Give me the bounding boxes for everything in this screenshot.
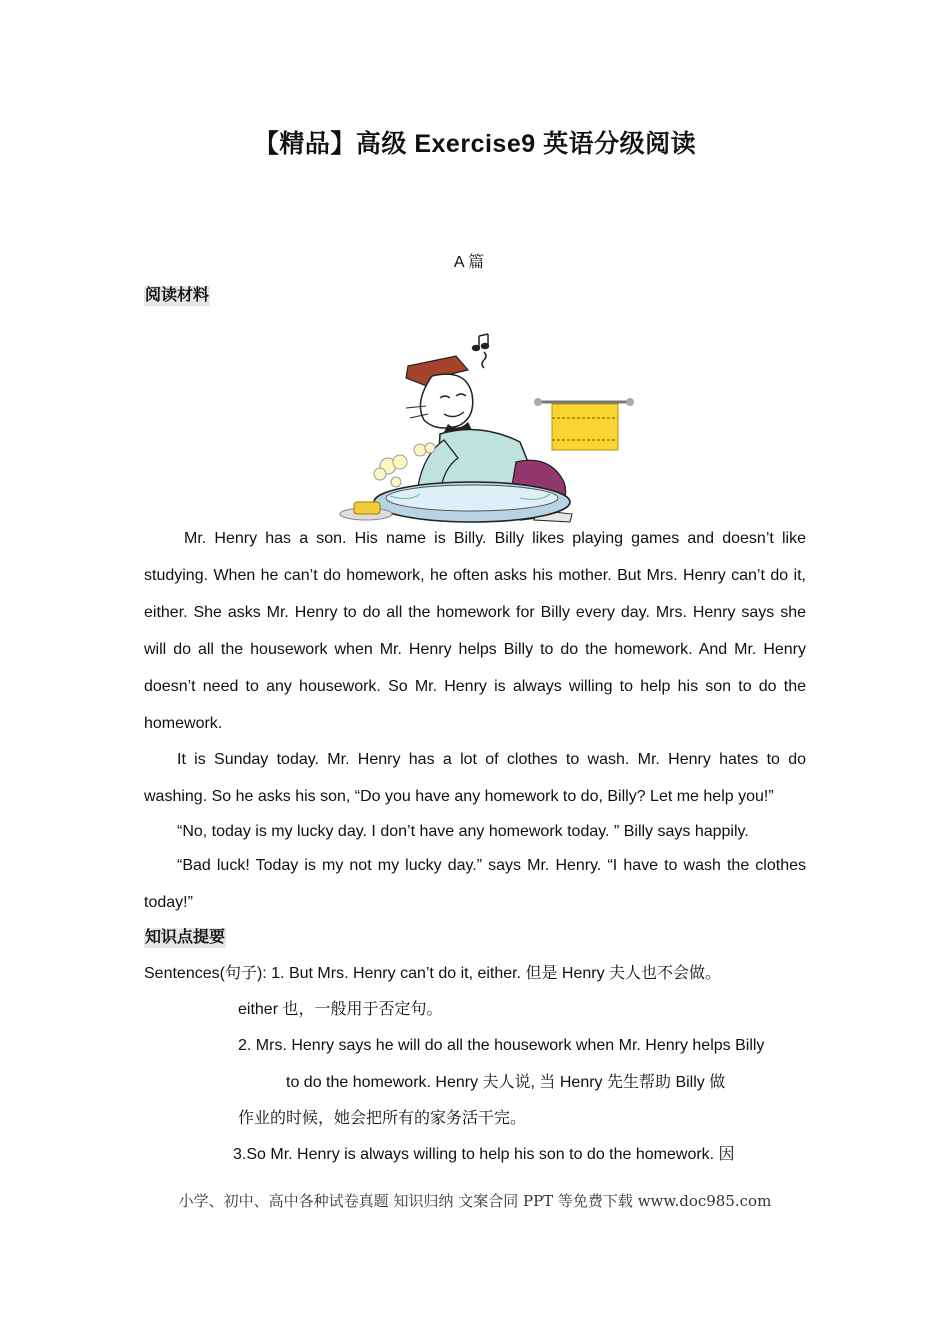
note-line-6: 3.So Mr. Henry is always willing to help his son to do the homework. 因: [233, 1146, 735, 1163]
towel-rack: [534, 398, 634, 450]
section-heading-points: 知识点提要: [145, 929, 226, 946]
note-line-2: either 也，一般用于否定句。: [238, 1001, 443, 1018]
note-line-3: 2. Mrs. Henry says he will do all the housework when Mr. Henry helps Billy: [238, 1037, 765, 1054]
story-paragraph-1: Mr. Henry has a son. His name is Billy. Billy likes playing games and doesn’t like studying. When he can’t do homework, he often asks his mother. But Mrs. Henry can’t do it, either. She asks Mr. Henry to do all the homework for Billy every day. Mrs. Henry says she will do all the housework when Mr. Henry helps Billy to do the homework. And Mr. Henry doesn’t need to any housework. So Mr. Henry is always willing to help his son to do the homework.: [144, 530, 806, 732]
note-line-1: Sentences(句子): 1. But Mrs. Henry can’t do it, either. 但是 Henry 夫人也不会做。: [144, 965, 722, 982]
story-paragraph-2: It is Sunday today. Mr. Henry has a lot of clothes to wash. Mr. Henry hates to do washing. So he asks his son, “Do you have any homework to do, Billy? Let me help you!”: [144, 751, 806, 805]
section-heading-reading: 阅读材料: [145, 287, 210, 304]
story-paragraph-4: “Bad luck! Today is my not my lucky day.” says Mr. Henry. “I have to wash the clothes today!”: [144, 857, 806, 911]
note-line-4: to do the homework. Henry 夫人说, 当 Henry 先生帮助 Billy 做: [286, 1074, 726, 1091]
story-paragraph-3: “No, today is my lucky day. I don’t have any homework today. ” Billy says happily.: [177, 823, 749, 840]
document-title: 【精品】高级 Exercise9 英语分级阅读: [253, 130, 697, 158]
music-note-icon: [473, 334, 489, 368]
washing-man-illustration: [336, 326, 636, 526]
note-line-5: 作业的时候，她会把所有的家务活干完。: [238, 1110, 527, 1127]
page-footer: 小学、初中、高中各种试卷真题 知识归纳 文案合同 PPT 等免费下载 www.doc985.com: [178, 1192, 772, 1210]
part-label: A 篇: [453, 254, 485, 271]
